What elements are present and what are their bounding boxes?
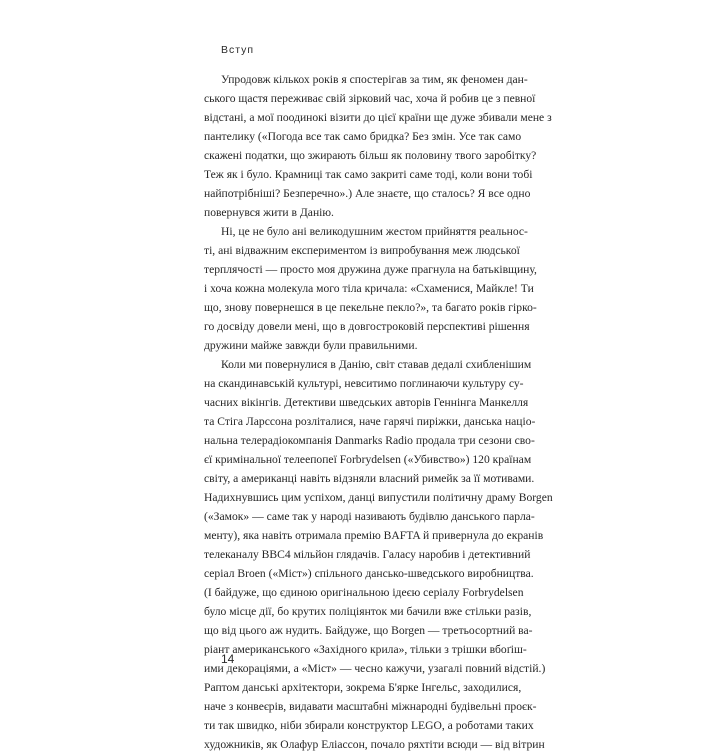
text-line: телеканалу BBC4 мільйон глядачів. Галасу наробив і детективний — [204, 548, 531, 561]
text-line: і хоча кожна молекула мого тіла кричала: «Схаменися, Майкле! Ти — [204, 282, 534, 295]
text-line: скажені податки, що зжирають більш як половину твого заробітку? — [204, 149, 537, 162]
text-line: на скандинавській культурі, невситимо поглинаючи культуру су- — [204, 377, 524, 390]
text-line: дружини майже завжди були правильними. — [204, 339, 418, 352]
text-line: відстані, а мої поодинокі візити до цієї країни ще дуже збивали мене з — [204, 111, 552, 124]
text-line: наче з конвеєрів, видавати масштабні міжнародні будівельні проєк- — [204, 700, 537, 713]
text-line: го досвіду довели мені, що в довгостроковій перспективі рішення — [204, 320, 530, 333]
body-text — [204, 70, 553, 754]
text-line: ти так швидко, ніби збирали конструктор LEGO, а роботами таких — [204, 719, 534, 732]
text-line: пантелику («Погода все так само бридка? Без змін. Усе так само — [204, 130, 522, 143]
text-line: ті, ані відважним експериментом із випробування меж людської — [204, 244, 520, 257]
text-line: Раптом данські архітектори, зокрема Б'ярке Інгельс, заходилися, — [204, 681, 522, 694]
text-line: світу, а американці навіть відзняли власний римейк за її мотивами. — [204, 472, 535, 485]
text-line: («Замок» — саме так у народі називають будівлю данського парла- — [204, 510, 535, 523]
text-line: та Стіга Ларссона розліталися, наче гарячі пиріжки, данська націо- — [204, 415, 536, 428]
text-line: (І байдуже, що єдиною оригінальною ідеєю серіалу Forbrydelsen — [204, 586, 524, 599]
text-line: Ні, це не було ані великодушним жестом прийняття реальнос- — [221, 225, 528, 238]
text-line: що від цього аж нудить. Байдуже, що Borgen — третьосортний ва- — [204, 624, 533, 637]
running-header: Вступ — [221, 44, 255, 56]
text-line: Коли ми повернулися в Данію, світ ставав дедалі схибленішим — [221, 358, 532, 371]
text-line: ими декораціями, а «Міст» — чесно кажучи, узагалі повний відстій.) — [204, 662, 546, 675]
text-line: Теж як і було. Крамниці так само закриті саме тоді, коли вони тобі — [204, 168, 533, 181]
text-line: Надихнувшись цим успіхом, данці випустили політичну драму Borgen — [204, 491, 553, 504]
text-line: часних вікінгів. Детективи шведських авторів Геннінга Манкелля — [204, 396, 529, 409]
text-line: повернувся жити в Данію. — [204, 206, 334, 219]
text-line: єї кримінальної телеепопеї Forbrydelsen («Убивство») 120 країнам — [204, 453, 532, 466]
text-line: було місце дії, бо крутих поліціянток ми бачили вже стільки разів, — [204, 605, 532, 618]
page-number: 14 — [221, 652, 235, 666]
text-line: Упродовж кількох років я спостерігав за тим, як феномен дан- — [221, 73, 528, 86]
text-line: нальна телерадіокомпанія Danmarks Radio продала три сезони сво- — [204, 434, 535, 447]
text-line: серіал Broen («Міст») спільного дансько-шведського виробництва. — [204, 567, 534, 580]
text-line: що, знову повернешся в це пекельне пекло?», та багато років гірко- — [204, 301, 537, 314]
text-line: ріант американського «Західного крила», тільки з трішки вбоґіш- — [204, 643, 527, 656]
text-line: художників, як Олафур Еліассон, почало ряхтіти всюди — від вітрин — [204, 738, 545, 751]
text-line: ського щастя переживає свій зірковий час, хоча й робив це з певної — [204, 92, 536, 105]
text-line: терплячості — просто моя дружина дуже прагнула на батьківщину, — [204, 263, 537, 276]
text-line: менту), яка навіть отримала премію BAFTA й привернула до екранів — [204, 529, 544, 542]
text-line: найпотрібніші? Безперечно».) Але знаєте, що сталось? Я все одно — [204, 187, 531, 200]
